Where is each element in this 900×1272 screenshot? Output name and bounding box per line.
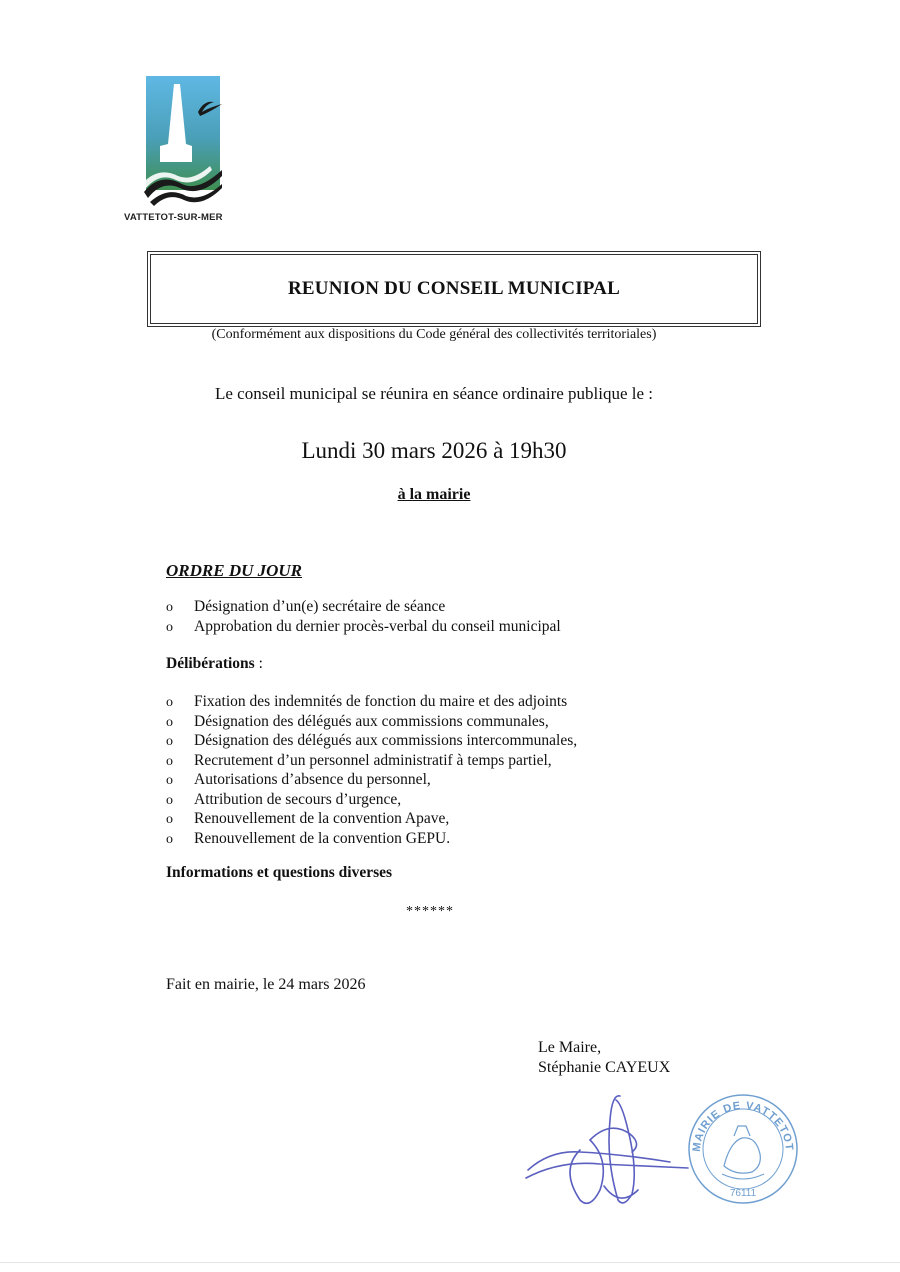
signatory-name: Stéphanie CAYEUX [538, 1059, 671, 1076]
seal-text: MAIRIE DE VATTETOT [690, 1099, 796, 1153]
list-item [166, 692, 577, 712]
done-at: Fait en mairie, le 24 mars 2026 [166, 976, 366, 993]
page-title: REUNION DU CONSEIL MUNICIPAL [288, 278, 620, 299]
list-item-text: Désignation des délégués aux commissions intercommunales, [194, 732, 578, 749]
list-item-text: Fixation des indemnités de fonction du maire et des adjoints [194, 693, 568, 710]
deliberations-list [166, 692, 577, 848]
deliberations-label: Délibérations [166, 655, 255, 672]
bullet: o [166, 753, 173, 769]
list-item-text: Autorisations d’absence du personnel, [194, 771, 431, 788]
bullet: o [166, 714, 173, 730]
list-item-text: Renouvellement de la convention Apave, [194, 810, 450, 827]
signature-icon [520, 1090, 690, 1210]
bullet: o [166, 831, 173, 847]
list-item-text: Attribution de secours d’urgence, [194, 790, 402, 808]
deliberations-heading [166, 655, 263, 673]
title-box [150, 254, 758, 324]
opening-items-list [166, 597, 561, 636]
bullet: o [166, 734, 173, 749]
bullet: o [166, 695, 173, 710]
list-item-text: Approbation du dernier procès-verbal du conseil municipal [194, 617, 561, 635]
bullet: o [166, 792, 173, 808]
svg-text:MAIRIE DE VATTETOT SUR MER [686, 1092, 795, 1152]
list-item-text: Désignation d’un(e) secrétaire de séance [194, 598, 446, 615]
signatory-block [538, 1038, 670, 1078]
logo-text: VATTETOT-SUR-MER [124, 212, 223, 223]
list-item-text: Renouvellement de la convention GEPU. [194, 829, 451, 847]
list-item [166, 790, 577, 810]
list-item [166, 597, 561, 617]
bullet: o [166, 812, 173, 827]
seal-stamp-icon [686, 1092, 800, 1206]
bullet: o [166, 619, 173, 635]
list-item [166, 751, 577, 771]
vattetot-logo-icon [140, 74, 224, 208]
list-item [166, 731, 577, 751]
closing-item: Informations et questions diverses [166, 864, 393, 881]
separator: ****** [406, 904, 454, 919]
list-item [166, 712, 577, 732]
list-item-text: Recrutement d’un personnel administratif à temps partiel, [194, 751, 552, 769]
list-item [166, 809, 577, 829]
seal-number: 76111 [729, 1188, 757, 1199]
signatory-role: Le Maire, [538, 1039, 602, 1056]
meeting-place: à la mairie [397, 486, 471, 503]
list-item-text: Désignation des délégués aux commissions communales, [194, 712, 549, 730]
deliberations-suffix: : [254, 655, 263, 672]
bullet: o [166, 600, 173, 615]
page-bottom-edge [0, 1262, 900, 1263]
list-item [166, 617, 561, 637]
agenda-title: ORDRE DU JOUR [166, 561, 303, 580]
intro-text: Le conseil municipal se réunira en séance ordinaire publique le : [214, 384, 654, 403]
subtitle: (Conformément aux dispositions du Code général des collectivités territoriales) [211, 327, 657, 342]
meeting-date: Lundi 30 mars 2026 à 19h30 [301, 438, 567, 463]
bullet: o [166, 773, 173, 788]
list-item [166, 829, 577, 849]
list-item [166, 770, 577, 790]
